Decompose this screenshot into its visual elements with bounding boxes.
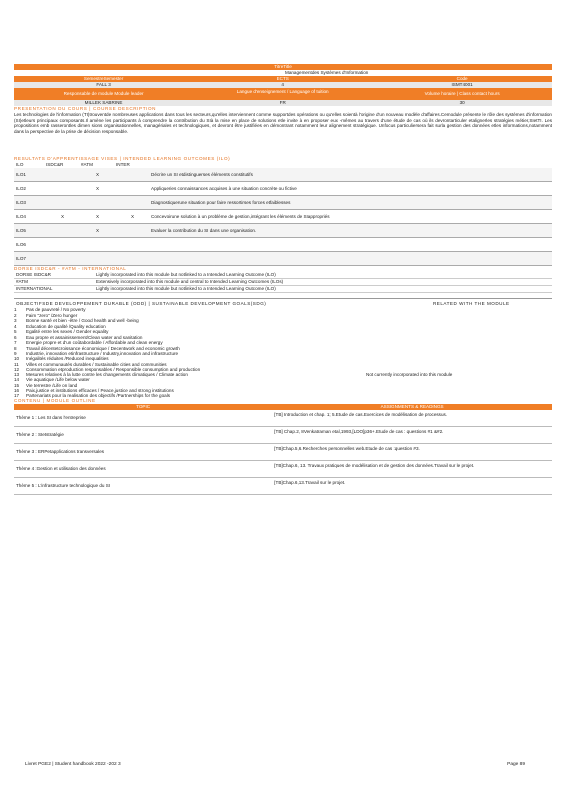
ilo-inter-mark — [114, 196, 149, 209]
ilo-description: Appliqueries connaissances acquises à une situation concrète ou fictive — [151, 186, 297, 191]
ilo-row — [14, 238, 552, 252]
ects-value: 4 — [281, 82, 284, 87]
responsable-label: Responsable de module Module leader — [14, 88, 193, 100]
ilo-row — [14, 182, 552, 196]
ilo-row — [14, 210, 552, 224]
footer-right: Page 89 — [507, 762, 525, 767]
topic-list — [14, 410, 552, 495]
topic-row — [14, 461, 552, 478]
topic-row — [14, 478, 552, 495]
dorse-text: Lightly incorporated into this module but notlinked to a Intended Learning Outcome (ILO) — [96, 272, 276, 277]
ilo-code: ILO7 — [16, 256, 26, 261]
topic-row — [14, 410, 552, 427]
topic-label: TOPIC — [14, 404, 272, 410]
presentation-text: Les technologies de l'information (TI)trouventde nombreuses applications dans tous les secteurs,qu'elles interviennent comme supportdes opérations ou qu'elles soientà l'origine d'un nouveau modèle d'affaires.Cemodule présente le rôle des systèmes d'information (SI)etleurs principaux composants.Il amène les participants à comprendre la contribution du SIà la mise en place de solutions etle invite à en proposer eux -mêmes au travers d'une étude de cas où ils devrontarticuler etalignerles stratégies métier,SIetTI. Les propositions emb rasserontles dimen sions organisationnelles, managériales et technologiques, et devront être justifiées en démontrant notamment leur alignement stratégique. Unfocus particuliersera fait surla gestion des données etles informations,notamment dans la perspective de la prise de décision responsable. — [14, 112, 552, 134]
odd-heading: OBJECTIFSDE DEVELOPPEMENT DURABLE (ODD) | SUSTAINABLE DEVELOPMENT GOALS(SDG) — [16, 301, 267, 306]
title-value: Managementdes Systèmes d'Information — [285, 70, 369, 75]
ilo-code: ILO1 — [16, 172, 26, 177]
ilo-code: ILO6 — [16, 242, 26, 247]
ilo-col-isdcr: ISDC&R — [46, 162, 64, 167]
odd-goal-number: 12 — [14, 367, 20, 372]
dorse-label: #ATM — [16, 279, 28, 284]
ilo-isdcr-mark — [44, 224, 79, 237]
odd-goal-text: Villes et communautés durables / Sustainable cities and communities — [26, 361, 167, 367]
ilo-inter-mark — [114, 224, 149, 237]
ilo-inter-mark: X — [130, 214, 135, 219]
topic-assignment: [TB] Introduction et chap. 1; 5.Etude de cas.Exercices de modélisation de processus. — [274, 412, 448, 417]
ilo-inter-mark — [114, 252, 149, 265]
odd-goal-number: 9 — [14, 351, 17, 356]
odd-goal-number: 14 — [14, 377, 20, 382]
odd-goal-text: Inégalités réduites /Reduced inequalities — [26, 356, 109, 361]
odd-section — [14, 298, 552, 398]
volume-label: Volume horaire | Class contact hours — [372, 88, 552, 100]
ilo-col-ilo: ILO — [16, 162, 24, 167]
ilo-table — [14, 168, 552, 266]
odd-goal-text: Bonne santé et bien -être / Good health and well -being — [26, 318, 139, 323]
odd-goal-number: 16 — [14, 388, 20, 393]
dorse-row — [14, 272, 552, 279]
odd-goal-text: Partenariats pour la realisation des objectifs /Partnerships for the goals — [26, 393, 171, 398]
ilo-code: ILO5 — [16, 228, 26, 233]
ilo-row — [14, 252, 552, 266]
topic-name: Thème 3 : ERPetapplications transversales — [16, 449, 105, 454]
ilo-atm-mark: X — [95, 214, 100, 219]
topic-assignment: [TB]Chap.5,6.Recherches personnelles web.Etude de cas :question #3. — [274, 446, 420, 451]
dorse-row — [14, 279, 552, 286]
odd-goal-text: Mesures relatives à la lutte contre les changements climatiques / Climate action — [26, 372, 188, 377]
dorse-text: Extensively incorporated into this module and central to Intended Learning Outcomes (ILOs) — [96, 279, 284, 284]
presentation-heading: PRESENTATION DU COURS | COURSE DESCRIPTION — [14, 106, 157, 111]
ilo-atm-mark — [79, 238, 114, 251]
odd-goal-text: Eau propre et assainissement/Clean water and sanitation — [26, 334, 143, 340]
ilo-atm-mark — [79, 196, 114, 209]
title-label: TitreTitle — [14, 64, 552, 70]
odd-goal-number: 17 — [14, 393, 20, 398]
ilo-inter-mark — [114, 182, 149, 195]
ects-label: ECTS — [193, 76, 372, 82]
ilo-description: Diagnostiquerune situation pour faire ressortirses forces etfaiblesses — [151, 200, 291, 205]
topic-assignment: [TB]Chap.6,13.Travail sur le projet. — [274, 480, 346, 485]
ilo-description: Décrire un SI etdistinguerses éléments constitutifs — [151, 172, 253, 177]
topic-assignment: [TB] Chap.2, 8Venkatraman etal,1993,[LDO]p36+.Etude de cas : questions #1 &#2. — [274, 429, 444, 434]
ilo-description — [149, 252, 552, 265]
volume-value: 30 — [459, 100, 465, 105]
ilo-isdcr-mark — [44, 182, 79, 195]
odd-goal-number: 3 — [14, 318, 17, 323]
ilo-row — [14, 224, 552, 238]
ilo-col-inter: INTER — [116, 162, 130, 167]
dorse-label: DORSE ISDC&R — [16, 272, 51, 277]
semester-label: SemestreSemester — [14, 76, 193, 82]
dorse-heading: DORSE ISDC&R - #ATM - INTERNATIONAL — [14, 266, 127, 271]
responsable-header-row — [14, 88, 552, 100]
contenu-heading: CONTENU | MODULE OUTLINE — [14, 398, 96, 403]
ilo-isdcr-mark — [44, 196, 79, 209]
ilo-row — [14, 196, 552, 210]
topic-name: Thème 4 :Gestion et utilisation des données — [16, 466, 106, 471]
odd-goal-related — [366, 393, 552, 398]
odd-goal-text: Energie propre et d'un coûtabordable / Affordable and clean energy — [26, 340, 163, 345]
topic-assignment: [TB]Chap.6, 13. Travaux pratiques de modélisation et de gestion des données.Travail sur le projet. — [274, 463, 475, 468]
footer-left: Livret PGE2 | Student handbook 2022 -202 3 — [25, 762, 121, 767]
odd-goal-text: Faim "zero" /Zero hunger — [26, 312, 78, 318]
odd-goal-number: 8 — [14, 345, 17, 351]
topic-name: Thème 1 : Les SI dans l'entreprise — [16, 415, 86, 420]
odd-goal-text: Vie aquatique /Life below water — [26, 377, 90, 382]
topic-name: Thème 2 : SIetstratégie — [16, 432, 64, 437]
odd-goal-text: Industrie, innovation etinfrastructure / Industry,innovation and infrastructure — [26, 351, 179, 356]
page-content — [14, 64, 552, 495]
assign-label: ASSIGNMENTS & READINGS — [272, 404, 552, 410]
ilo-atm-mark — [79, 252, 114, 265]
ilo-heading: RESULTATS D'APPRENTISSAGE VISES | INTENDED LEARNING OUTCOMES (ILO) — [14, 156, 231, 161]
ilo-code: ILO3 — [16, 200, 26, 205]
ilo-atm-mark: X — [95, 172, 100, 177]
odd-goal-text: Vie terrestre /Life on land — [26, 382, 78, 388]
odd-goal-number: 5 — [14, 329, 17, 334]
topic-name: Thème 5 : L'infrastructure technologique du SI — [16, 483, 111, 488]
odd-list — [14, 307, 552, 398]
odd-goal-text: Travail décentetcroissance économique / Decentwork and economic growth — [26, 345, 180, 351]
odd-goal-number: 7 — [14, 340, 17, 345]
ilo-row — [14, 168, 552, 182]
dorse-label: INTERNATIONAL — [16, 286, 53, 291]
ilo-inter-mark — [114, 238, 149, 251]
ilo-code: ILO2 — [16, 186, 26, 191]
ilo-col-atm: #ATM — [81, 162, 93, 167]
odd-goal-number: 4 — [14, 323, 17, 329]
ilo-isdcr-mark — [44, 168, 79, 181]
ilo-isdcr-mark: X — [60, 214, 65, 219]
ilo-description: Evaluer la contribution du SI dans une organisation. — [151, 228, 257, 233]
ilo-isdcr-mark — [44, 252, 79, 265]
topic-row — [14, 444, 552, 461]
ilo-description: Concevoirune solution à un problème de gestion,intégrant les éléments de SIappropriés — [151, 214, 330, 219]
odd-goal-related: Not currently incorporated into this module — [366, 372, 453, 377]
ilo-inter-mark — [114, 168, 149, 181]
ilo-description — [149, 238, 552, 251]
page-footer — [25, 762, 525, 767]
responsable-value: MILLEK SABRINE — [84, 100, 123, 105]
odd-related-label: RELATED WITH THE MODULE — [432, 301, 510, 306]
code-value: ISMT4001 — [451, 82, 473, 87]
odd-goal-text: Paix,justice et institutions efficaces / Peace,justice and strong institutions — [26, 388, 174, 393]
odd-goal-number: 10 — [14, 356, 20, 361]
dorse-text: Lightly incorporated into this module but notlinked to a Intended Learning Outcome (ILO) — [96, 286, 276, 291]
ilo-isdcr-mark — [44, 238, 79, 251]
dorse-table — [14, 272, 552, 293]
odd-goal-number: 2 — [14, 312, 17, 318]
semester-value: FALL 3 — [96, 82, 111, 87]
odd-goal-number: 15 — [14, 382, 20, 388]
odd-goal-text: Education de qualité /Quality education — [26, 323, 106, 329]
odd-goal-text: Egalité entre les sexes / Gender equality — [26, 329, 109, 334]
odd-goal-number: 1 — [14, 307, 17, 312]
odd-goal-number: 13 — [14, 372, 20, 377]
topic-row — [14, 427, 552, 444]
dorse-row — [14, 286, 552, 293]
odd-goal-number: 6 — [14, 334, 17, 340]
ilo-code: ILO4 — [16, 214, 26, 219]
ilo-atm-mark: X — [95, 228, 100, 233]
odd-goal-number: 11 — [14, 361, 19, 367]
odd-goal-text: Pas de pauvreté / No poverty — [26, 307, 86, 312]
code-label: Code — [372, 76, 552, 82]
ilo-atm-mark: X — [95, 186, 100, 191]
langue-label: Langue d'enseignement / Language of tuition — [193, 88, 372, 100]
odd-goal-text: Consommation etproduction responsables / Responsible consumption and production — [26, 367, 201, 372]
langue-value: FR — [279, 100, 286, 105]
